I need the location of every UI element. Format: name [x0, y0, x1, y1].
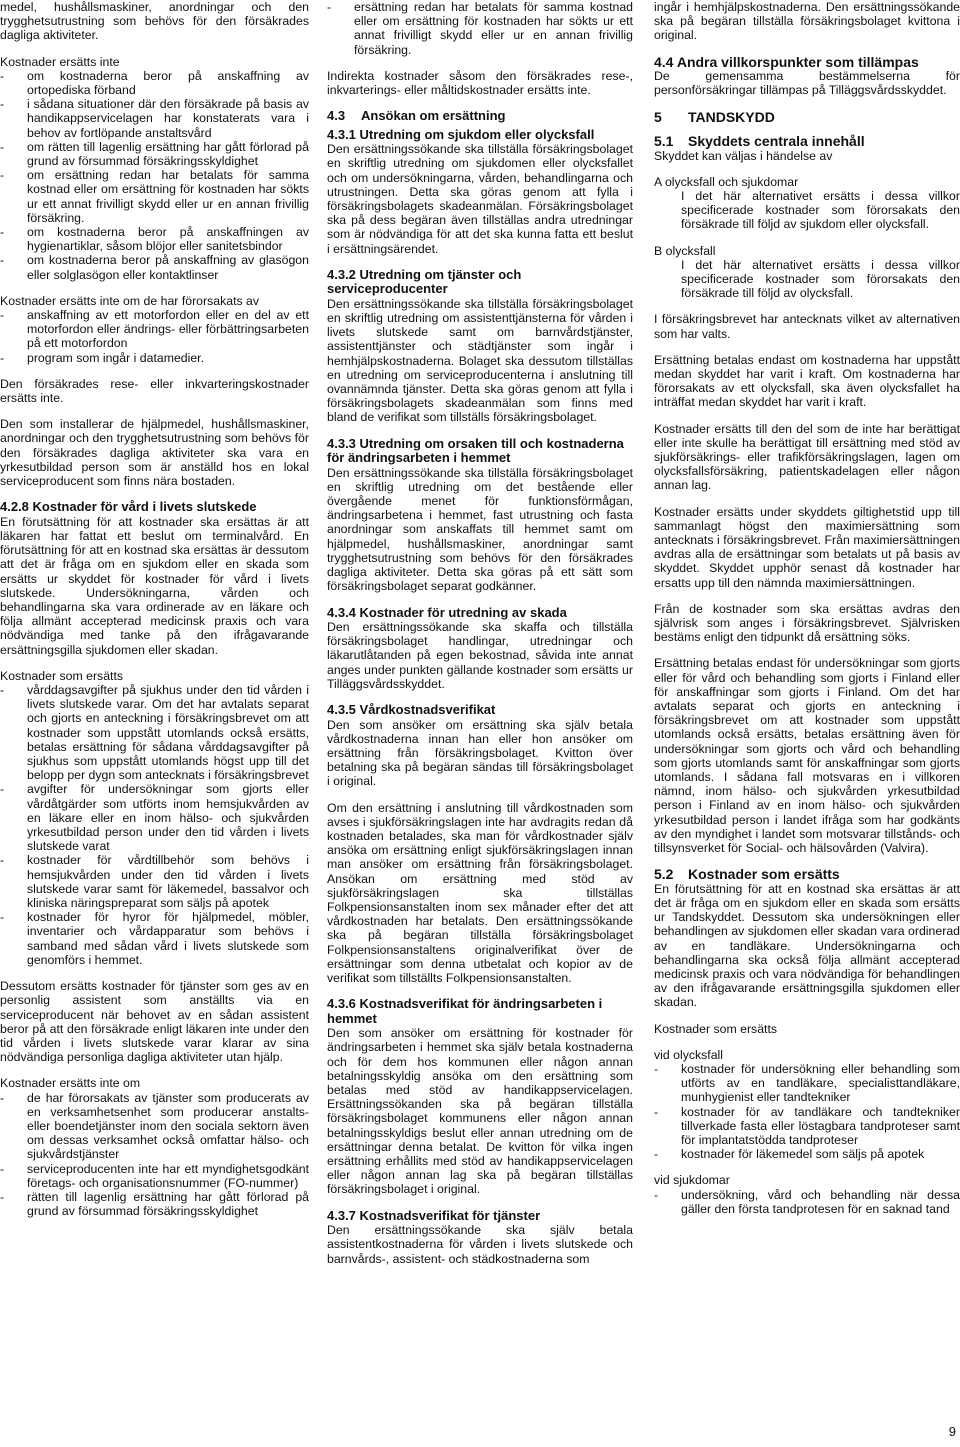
list-item: - program som ingår i datamedier. — [0, 351, 309, 365]
dash-list — [0, 69, 309, 282]
list-item: - serviceproducenten inte har ett myndighetsgodkänt företags- och organisationsnummer (FO-nummer) — [0, 1162, 309, 1190]
list-intro: Kostnader ersätts inte — [0, 54, 120, 69]
section-title: Kostnader för vård i livets slutskede — [32, 499, 257, 515]
list-item: - kostnader för av tandläkare och tandtekniker tillverkade fasta eller löstagbara tandproteser samt för implantatstödda tandproteser — [654, 1105, 960, 1148]
list-item: - vårddagsavgifter på sjukhus under den tid vården i livets slutskede varar. Om det har avtalats separat och gjorts en anteckning i försäkringsbrevet om att kostnader som uppstått utomlands också ersätts, betalas ersättning för sådana vårddagsavgifter på sjukhus som uppstått utomlands högst upp till det belopp per dygn som antecknats i försäkringsbrevet — [0, 683, 309, 782]
list-item: - avgifter för undersökningar som gjorts eller vårdåtgärder som utförts inom hemsjukvården av en läkare eller en inom hälso- och sjukvården yrkesutbildad person under den tid vården i livets slutskede varat — [0, 782, 309, 853]
paragraph: Kostnader ersätts till den del som de inte har berättigat eller inte skulle ha berättigat till ersättning med stöd av sjukförsäkrings- eller trafikförsäkringslagen, lagen om olycksfallsförsäkring, patientskadelagen eller någon annan lag. — [654, 421, 960, 493]
section-title: Skyddets centrala innehåll — [688, 133, 865, 150]
section-heading — [654, 867, 960, 882]
paragraph: Dessutom ersätts kostnader för tjänster som ges av en personlig assistent som anställts via en serviceproducent när behovet av en sådan assistent beror på att den försäkrade enligt läkaren inte under den tid vården i livets slutskede varar klarar av sina nödvändiga personliga dagliga aktiviteter utan hjälp. — [0, 979, 309, 1065]
list-item: - undersökning, vård och behandling när dessa gäller den första tandprotesen för en saknad tand — [654, 1188, 960, 1216]
option-label: B olycksfall — [654, 243, 716, 258]
not-paid-section — [0, 55, 309, 282]
motor-section — [0, 294, 309, 365]
section-4-3-3 — [327, 437, 633, 594]
option-text: I det här alternativet ersätts i dessa villkor specificerade kostnader som förorsakats den försäkrade till följd av olycksfall. — [681, 257, 960, 301]
section-heading: 4.3.5 Vårdkostnadsverifikat — [327, 702, 496, 718]
option-text: I det här alternativet ersätts i dessa villkor specificerade kostnader som förorsakats den försäkrade till följd av sjukdom eller olycksfall. — [681, 188, 960, 232]
column-3 — [654, 0, 960, 1228]
section-number: 5.2 — [654, 866, 674, 883]
paragraph: Den försäkrades rese- eller inkvarteringskostnader ersätts inte. — [0, 376, 309, 406]
olycksfall-list — [654, 1048, 960, 1162]
list-item: - om ersättning redan har betalats för samma kostnad eller om ersättning för kostnaden har sökts ur ett annat frivilligt skydd eller ur en annan frivillig försäkring. — [0, 168, 309, 225]
section-5-2 — [654, 867, 960, 1009]
dash-list — [0, 683, 309, 967]
paid-section — [0, 669, 309, 967]
section-title: Ansökan om ersättning — [361, 108, 506, 124]
dash-list — [654, 1062, 960, 1161]
list-item: - rätten till lagenlig ersättning har gått förlorad på grund av försummad försäkringsskyldighet — [0, 1190, 309, 1218]
section-number: 5 — [654, 108, 662, 125]
section-4-2-8 — [0, 500, 309, 657]
list-item: - ersättning redan har betalats för samma kostnad eller om ersättning för kostnaden har sökts ur ett annat frivilligt skydd eller ur en annan frivillig försäkring. — [327, 0, 633, 57]
paragraph: Ersättning betalas endast för undersökningar som gjorts eller för vård och behandling som gjorts i Finland eller för anskaffningar som gjorts i Finland. Om det har avtalats separat och gjorts en anteckning i försäkringsbrevet om att kostnader som uppstått utomlands också ersätts, betalas ersättning även för undersökningar som gjorts och vård och behandling som gjorts utomlands samt för anskaffningar som gjorts utomlands. I sådana fall motsvaras en i villkoren nämnd, inom hälso- och sjukvården yrkesutbildad person i Finland av en inom hälso- och sjukvården yrkesutbildad person i landet ifråga som har godkänts av den myndighet i landet som motsvarar tillstånds- och tillsynsverket för Social- och hälsovården (Valvira). — [654, 656, 960, 856]
option-label: A olycksfall och sjukdomar — [654, 174, 799, 189]
list-item: - anskaffning av ett motorfordon eller en del av ett motorfordon eller ändrings- eller förbättringsarbeten på ett motorfordon — [0, 308, 309, 351]
section-number: 4.3 — [327, 108, 346, 124]
paragraph: Den ersättningssökande ska tillställa försäkringsbolaget en skriftlig utredning om sjukdomen eller olycksfallet och om undersökningarna, vården, behandlingarna och utrustningen. Detta ska göras genom att fylla i försäkringsbolagets skadeanmälan. Försäkringsbolaget ska på dess begäran även tillställas andra utredningar som är nödvändiga för att det ska kunna fatta ett beslut i ersättningsärendet. — [327, 142, 633, 256]
paragraph: medel, hushållsmaskiner, anordningar och den trygghetsutrustning som behövs för den försäkrades dagliga aktiviteter. — [0, 0, 309, 43]
paragraph: Kostnader som ersätts — [654, 1021, 778, 1036]
list-item: - de har förorsakats av tjänster som producerats av en verksamhetsenhet som producerar anstalts- eller boendetjänster inom den sociala sektorn även om dessas verksamhet också omfattar hälso- och sjukvårdstjänster — [0, 1091, 309, 1162]
list-intro: Kostnader ersätts inte om — [0, 1076, 141, 1091]
column-2 — [327, 0, 633, 1278]
list-item: - om kostnaderna beror på anskaffning av ortopediska förband — [0, 69, 309, 97]
option-a — [654, 175, 960, 232]
list-intro: Kostnader som ersätts — [0, 668, 124, 683]
list-intro: vid olycksfall — [654, 1047, 724, 1062]
list-item: - kostnader för vårdtillbehör som behövs i hemsjukvården under den tid vården i livets slutskede varar samt för läkemedel, bassalvor och kliniska näringspreparat som säljs på apotek — [0, 853, 309, 910]
dash-list — [654, 1188, 960, 1216]
paragraph: Från de kostnader som ska ersättas avdras den självrisk som anges i försäkringsbrevet. Självrisken bestäms enligt den tidpunkt då ersättning söks. — [654, 601, 960, 645]
section-heading: 4.3.7 Kostnadsverifikat för tjänster — [327, 1207, 541, 1223]
paragraph: ingår i hemhjälpskostnaderna. Den ersättningssökande ska på begäran tillställa försäkringsbolaget kvittona i original. — [654, 0, 960, 43]
section-heading — [654, 134, 960, 149]
list-item: - kostnader för hyror för hjälpmedel, möbler, inventarier och vårdapparatur som behövs i samband med sådan vård i livets slutskede som genomförs i hemmet. — [0, 910, 309, 967]
paragraph: Den som ansöker om ersättning för kostnader för ändringsarbeten i hemmet ska själv betala kostnaderna och för dem hos kommunen eller någon annan betalningsskyldig ansöka om den ersättning som betalas med stöd av handikappservicelagen. Ersättningssökanden ska på begäran tillställa försäkringsbolaget kommunens eller någon annan betalningsskyldigs beslut eller annan utredning om de ersättningar denna betalat. De kvitton för vilka ingen ersättning erhållits med stöd av handikappservicelagen eller någon annan lag ska på begäran tillställas försäkringsbolaget i original. — [327, 1026, 633, 1197]
paragraph: Kostnader ersätts under skyddets giltighetstid upp till sammanlagt högst den maximiersättning som antecknats i försäkringsbrevet. Från maximiersättningen avdras alla de ersättningar som betalats ut på basis av skyddet. Skyddet upphör senast då kostnader har ersatts upp till den nämnda maximiersättningen. — [654, 504, 960, 590]
section-number: 5.1 — [654, 133, 674, 150]
section-heading — [327, 109, 633, 124]
paragraph: De gemensamma bestämmelserna för personförsäkringar tillämpas på Tilläggsvårdsskyddet. — [654, 69, 960, 98]
not-paid-section-2 — [0, 1076, 309, 1218]
paragraph: Den som installerar de hjälpmedel, hushållsmaskiner, anordningar och den trygghetsutrustning som behövs för den försäkrades dagliga aktiviteter ska vara en yrkesutbildad person som är anställd hos en lokal serviceproducent som finns nära bostaden. — [0, 417, 309, 489]
paragraph: Den ersättningssökande ska skaffa och tillställa försäkringsbolaget handlingar, utredningar och läkarutlåtanden på egen bekostnad, såvida inte annat anges under punkten gällande kostnader som ersätts ur Tilläggsvårdsskyddet. — [327, 620, 633, 691]
paragraph: Den som ansöker om ersättning ska själv betala vårdkostnaderna innan han eller hon ansöker om ersättning från försäkringsbolaget. Kvitton över betalning ska på begäran sändas till försäkringsbolaget i original. — [327, 717, 633, 789]
paragraph: Den ersättningssökande ska tillställa försäkringsbolaget en skriftlig utredning om det bestående eller övergående menet för funktionsförmågan, ändringsarbetena i hemmet, fast utrustning och fasta anordningar som anskaffats till hemmet samt om hjälpmedel, hushållsmaskiner, anordningar samt trygghetsutrustning som behövs för den försäkrades dagliga aktiviteter. Detta ska göras på ett sätt som försäkringsbolaget separat godkänner. — [327, 465, 633, 594]
section-5-1 — [654, 134, 960, 163]
paragraph: En förutsättning för att kostnader ska ersättas är att läkaren har fattat ett beslut om terminalvård. En förutsättning för att en kostnad ska ersättas är dessutom att det är fråga om en sjukdom eller en skada som ersätts ur skyddet för kostnader för vård i livets slutskede. Undersökningarna, vården och behandlingarna ska vara ordinerade av en läkare och följa allmänt accepterad medicinsk praxis och vara nödvändiga med tanke på den ifrågavarande ersättningsgilla sjukdomen eller skadan. — [0, 514, 309, 657]
page-number: 9 — [948, 1424, 956, 1439]
list-item: - i sådana situationer där den försäkrade på basis av handikappservicelagen har konstaterats vara i behov av fortlöpande anstaltsvård — [0, 97, 309, 140]
section-heading — [0, 500, 309, 515]
section-heading: 4.3.4 Kostnader för utredning av skada — [327, 604, 567, 620]
section-4-4 — [654, 55, 960, 98]
column-1 — [0, 0, 309, 1230]
paragraph: Indirekta kostnader såsom den försäkrades rese-, inkvarterings- eller måltidskostnader ersätts inte. — [327, 68, 633, 98]
paragraph: Skyddet kan väljas i händelse av — [654, 148, 833, 163]
option-b — [654, 244, 960, 301]
section-number: 4.2.8 — [0, 499, 29, 515]
list-item: - kostnader för läkemedel som säljs på apotek — [654, 1147, 960, 1161]
section-title: TANDSKYDD — [688, 108, 775, 125]
chapter-heading — [654, 110, 960, 125]
list-item: - kostnader för undersökning eller behandling som utförts av en tandläkare, specialisttandläkare, munhygienist eller tandtekniker — [654, 1062, 960, 1105]
section-4-3-2 — [327, 268, 633, 425]
dash-list — [0, 308, 309, 365]
list-intro: vid sjukdomar — [654, 1173, 730, 1188]
section-heading: 4.3.3 Utredning om orsaken till och kostnaderna för ändringsarbeten i hemmet — [327, 435, 624, 466]
dash-list — [327, 0, 633, 57]
section-heading: 4.3.6 Kostnadsverifikat för ändringsarbeten i hemmet — [327, 996, 603, 1026]
sjukdom-list — [654, 1173, 960, 1216]
section-4-3-7 — [327, 1209, 633, 1266]
paragraph: En förutsättning för att en kostnad ska ersättas är att det är fråga om en sjukdom eller en skada som ersätts ur Tandskyddet. Dessutom ska undersökningen eller behandlingen av sjukdomen eller skadan vara ordinerad av en tandläkare. Undersökningarna och behandlingarna ska också följa allmänt accepterad medicinsk praxis och vara nödvändiga för behandlingen av den ifrågavarande ersättningsgilla sjukdomen eller skadan. — [654, 881, 960, 1010]
list-intro: Kostnader ersätts inte om de har förorsakats av — [0, 293, 260, 308]
paragraph: Den ersättningssökande ska tillställa försäkringsbolaget en skriftlig utredning om assistenttjänsterna för vården i livets slutskede samt om barnvårdstjänster, assistenttjänster och städtjänster som ingår i hemhjälpskostnaderna. Bolaget ska dessutom tillställas en utredning om serviceproducenterna i anslutning till ovannämnda tjänster. Detta ska göras genom att fylla i försäkringsbolagets skadeanmälan som finns med bland de verifikat som tillställs försäkringsbolaget. — [327, 296, 633, 425]
section-4-3-4 — [327, 606, 633, 692]
section-4-3-1 — [327, 128, 633, 256]
paragraph: Den ersättningssökande ska själv betala assistentkostnaderna för vården i livets slutskede och barnvårds-, assistent- och städkostnaderna som — [327, 1223, 633, 1266]
paragraph: Om den ersättning i anslutning till vårdkostnaden som avses i sjukförsäkringslagen inte har avdragits redan då kostnaden betalades, ska man för vårdkostnader själv ansöka om ersättning enligt sjukförsäkringslagen innan man ansöker om ersättning från försäkringsbolaget. Ansökan om ersättning med stöd av sjukförsäkringslagen ska tillställas Folkpensionsanstalten inom sex månader efter det att vårdkostnaden har betalats. Den ersättningssökande ska på begäran tillställa försäkringsbolaget Folkpensionsanstaltens originalverifikat över de ersättningar som denna utbetalat och kopior av de verifikat som tillställts Folkpensionsanstalten. — [327, 800, 633, 985]
dash-list — [0, 1091, 309, 1219]
paragraph: Ersättning betalas endast om kostnaderna har uppstått medan skyddet har varit i kraft. Om kostnaderna har förorsakats av ett olycksfall, ska även olycksfallet ha inträffat medan skyddet har varit i kraft. — [654, 352, 960, 410]
list-item: - om kostnaderna beror på anskaffning av glasögon eller solglasögon eller kontaktlinser — [0, 253, 309, 281]
section-heading: 4.3.1 Utredning om sjukdom eller olycksfall — [327, 126, 595, 142]
paragraph: I försäkringsbrevet har antecknats vilket av alternativen som har valts. — [654, 312, 960, 341]
section-heading: 4.4 Andra villkorspunkter som tillämpas — [654, 53, 919, 70]
section-4-3-6 — [327, 997, 633, 1196]
section-heading: 4.3.2 Utredning om tjänster och serviceproducenter — [327, 266, 522, 297]
list-item: - om rätten till lagenlig ersättning har gått förlorad på grund av försummad försäkringsskyldighet — [0, 140, 309, 168]
section-title: Kostnader som ersätts — [688, 866, 840, 883]
section-4-3-5 — [327, 703, 633, 789]
list-item: - om kostnaderna beror på anskaffningen av hygienartiklar, såsom blöjor eller sanitetsbindor — [0, 225, 309, 253]
